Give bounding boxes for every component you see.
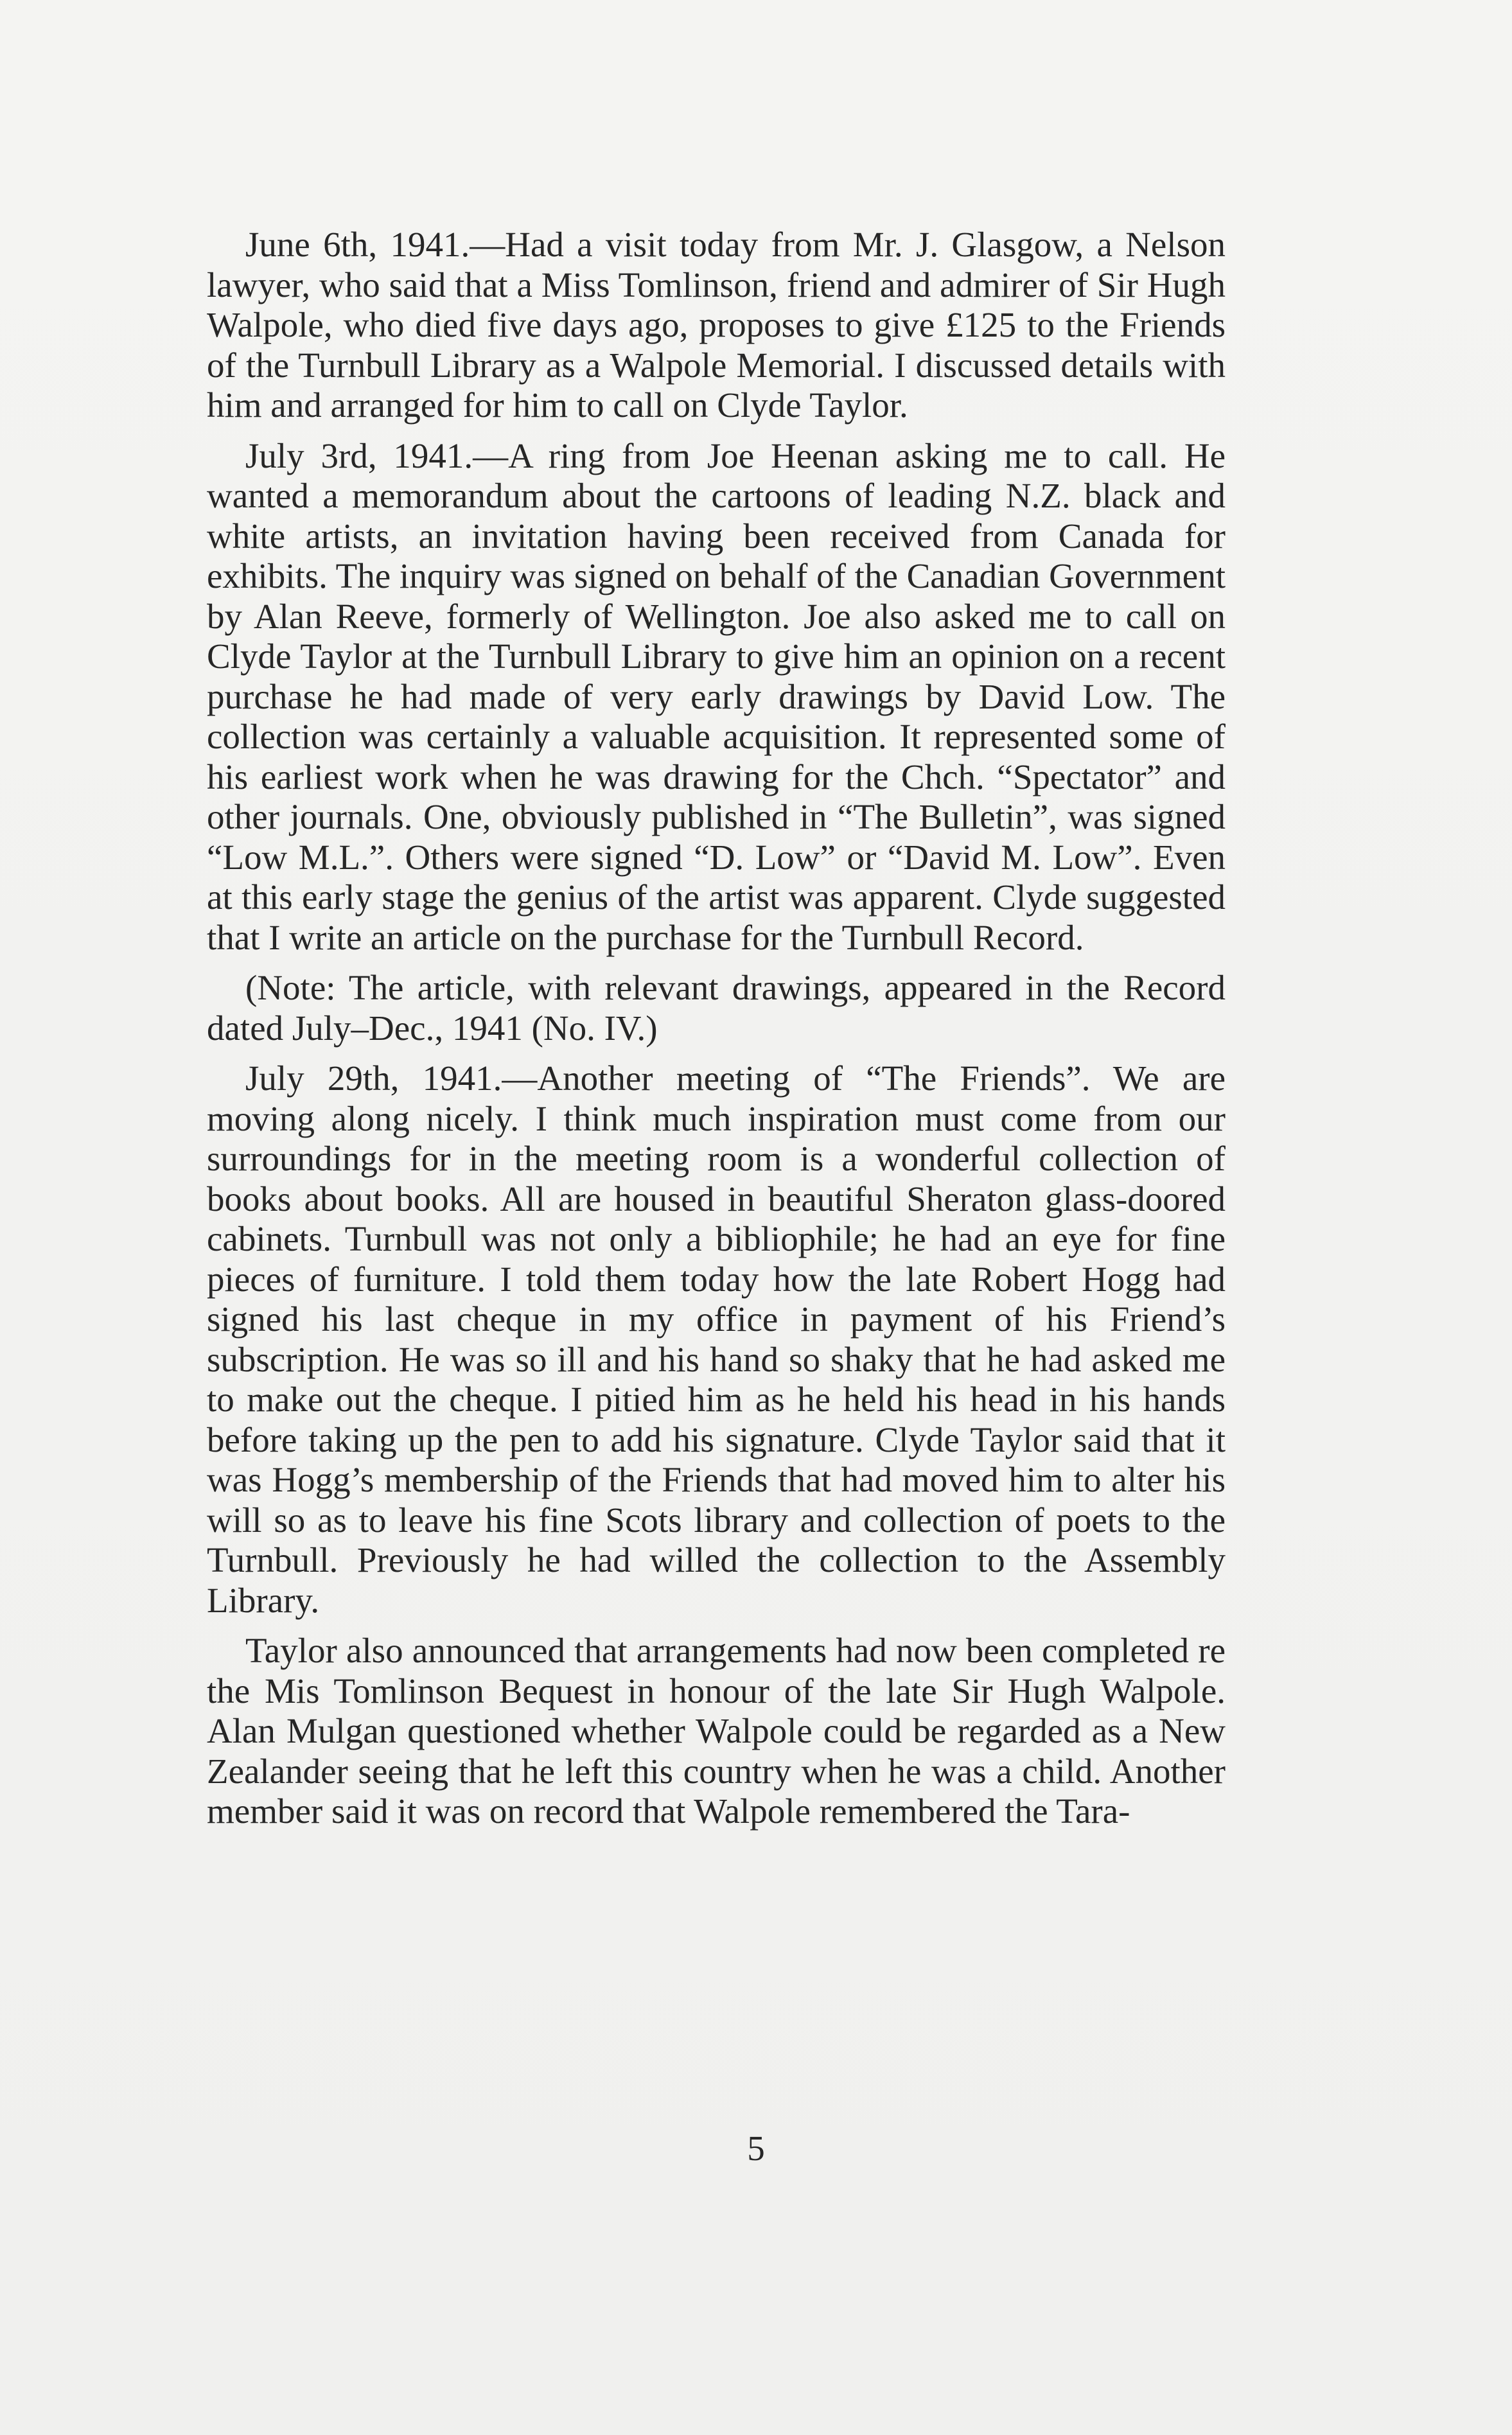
paragraph-taylor-announcement: Taylor also announced that arrangements had now been completed re the Mis Tomlinson Bequest in honour of the late Sir Hugh Walpole. Alan Mulgan questioned whether Walpole could be regarded as a New Zealander seeing that he left this country when he was a child. Another member said it was on record that Walpole remembered the Tara-: [207, 1631, 1226, 1831]
page-number: 5: [747, 2129, 765, 2168]
paragraph-july-3: July 3rd, 1941.—A ring from Joe Heenan asking me to call. He wanted a memorandum about the cartoons of leading N.Z. black and white artists, an invitation having been received from Canada for exhibits. The inquiry was signed on behalf of the Canadian Government by Alan Reeve, formerly of Wellington. Joe also asked me to call on Clyde Taylor at the Turnbull Library to give him an opinion on a recent purchase he had made of very early drawings by David Low. The collection was certainly a valuable acquisition. It represented some of his earliest work when he was drawing for the Chch. “Spectator” and other journals. One, obviously published in “The Bulletin”, was signed “Low M.L.”. Others were signed “D. Low” or “David M. Low”. Even at this early stage the genius of the artist was apparent. Clyde suggested that I write an article on the purchase for the Turnbull Record.: [207, 435, 1226, 957]
paragraph-june-6: June 6th, 1941.—Had a visit today from Mr. J. Glasgow, a Nelson lawyer, who said that a Miss Tomlinson, friend and admirer of Sir Hugh Walpole, who died five days ago, proposes to give £125 to the Friends of the Turnbull Library as a Walpole Memorial. I discussed details with him and arranged for him to call on Clyde Taylor.: [207, 225, 1226, 425]
paragraph-note: (Note: The article, with relevant drawings, appeared in the Record dated July–Dec., 1941 (No. IV.): [207, 968, 1226, 1048]
body-text: [207, 225, 1226, 1842]
paragraph-july-29: July 29th, 1941.—Another meeting of “The Friends”. We are moving along nicely. I think much inspiration must come from our surroundings for in the meeting room is a wonderful collection of books about books. All are housed in beautiful Sheraton glass-doored cabinets. Turnbull was not only a bibliophile; he had an eye for fine pieces of furniture. I told them today how the late Robert Hogg had signed his last cheque in my office in payment of his Friend’s subscription. He was so ill and his hand so shaky that he had asked me to make out the cheque. I pitied him as he held his head in his hands before taking up the pen to add his signature. Clyde Taylor said that it was Hogg’s membership of the Friends that had moved him to alter his will so as to leave his fine Scots library and collection of poets to the Turnbull. Previously he had willed the collection to the Assembly Library.: [207, 1059, 1226, 1620]
